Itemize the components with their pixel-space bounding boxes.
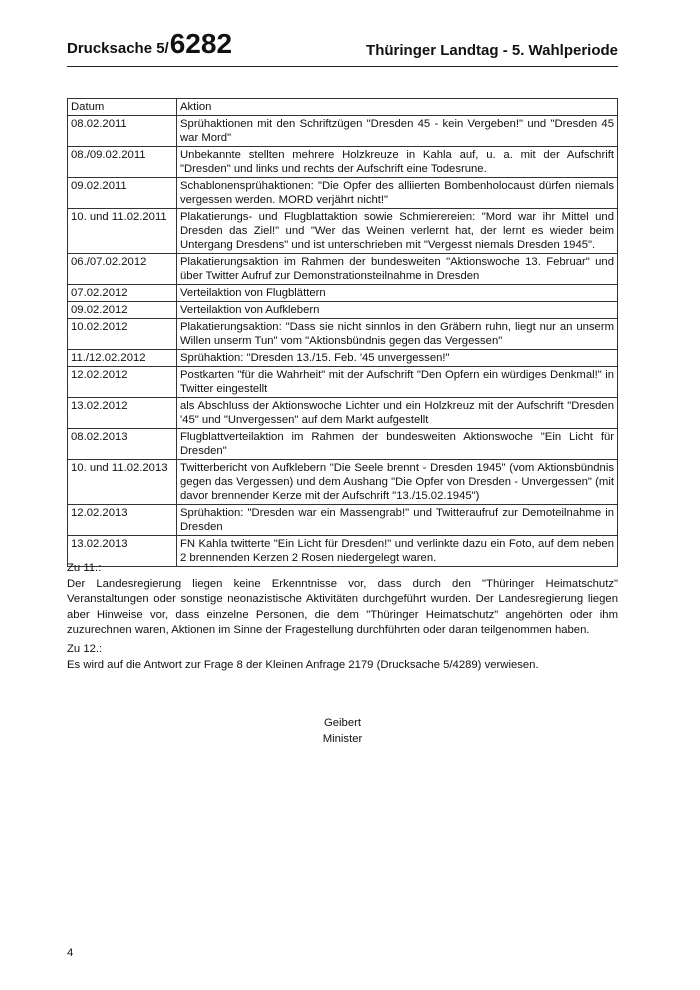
document-label: Drucksache 5/ bbox=[67, 40, 169, 57]
table-row bbox=[68, 147, 618, 178]
date-cell: 06./07.02.2012 bbox=[68, 254, 177, 285]
action-cell: Postkarten "für die Wahrheit" mit der Aufschrift "Den Opfern ein würdiges Denkmal!" in Twitter eingestellt bbox=[177, 367, 618, 398]
column-header-date: Datum bbox=[68, 99, 177, 116]
table-row bbox=[68, 505, 618, 536]
date-cell: 13.02.2013 bbox=[68, 536, 177, 567]
date-cell: 08./09.02.2011 bbox=[68, 147, 177, 178]
answer-11-text: Der Landesregierung liegen keine Erkenntnisse vor, dass durch den "Thüringer Heimatschutz" Veranstaltungen oder sonstige neonazistische Aktivitäten durchgeführt wurden. Der Landesregierung liegen aber Hinweise vor, dass einzelne Personen, die dem "Thüringer Heimatschutz" angehörten oder ihm zuzurechnen waren, Aktionen im Sinne der Fragestellung durchführten oder daran teilgenommen haben. bbox=[67, 577, 618, 636]
date-cell: 12.02.2012 bbox=[68, 367, 177, 398]
action-cell: Sprühaktionen mit den Schriftzügen "Dresden 45 - kein Vergeben!" und "Dresden 45 war Mord" bbox=[177, 116, 618, 147]
date-cell: 12.02.2013 bbox=[68, 505, 177, 536]
table-row bbox=[68, 367, 618, 398]
answer-12-text: Es wird auf die Antwort zur Frage 8 der Kleinen Anfrage 2179 (Drucksache 5/4289) verwiesen. bbox=[67, 658, 539, 671]
date-cell: 08.02.2013 bbox=[68, 429, 177, 460]
action-cell: Flugblattverteilaktion im Rahmen der bundesweiten Aktionswoche "Ein Licht für Dresden" bbox=[177, 429, 618, 460]
date-cell: 11./12.02.2012 bbox=[68, 350, 177, 367]
table-header-row bbox=[68, 99, 618, 116]
action-cell: Verteilaktion von Flugblättern bbox=[177, 285, 618, 302]
action-cell: Verteilaktion von Aufklebern bbox=[177, 302, 618, 319]
action-cell: Plakatierungsaktion im Rahmen der bundesweiten "Aktionswoche 13. Februar" und über Twitter Aufruf zur Demonstrationsteilnahme in Dresden bbox=[177, 254, 618, 285]
action-cell: Twitterbericht von Aufklebern "Die Seele brennt - Dresden 1945" (vom Aktionsbündnis gegen das Vergessen) und dem Aushang "Die Opfer von Dresden - Unvergessen" (mit davor brennender Kerze mit der Aufschrift "13./15.02.1945") bbox=[177, 460, 618, 505]
table-row bbox=[68, 116, 618, 147]
date-cell: 13.02.2012 bbox=[68, 398, 177, 429]
answer-12 bbox=[67, 642, 618, 673]
date-cell: 09.02.2011 bbox=[68, 178, 177, 209]
table-row bbox=[68, 429, 618, 460]
date-cell: 10.02.2012 bbox=[68, 319, 177, 350]
page-number: 4 bbox=[67, 947, 74, 959]
date-cell: 10. und 11.02.2011 bbox=[68, 209, 177, 254]
header-rule bbox=[67, 66, 618, 67]
parliament-title: Thüringer Landtag - 5. Wahlperiode bbox=[366, 42, 618, 59]
table-row bbox=[68, 460, 618, 505]
table-row bbox=[68, 302, 618, 319]
table-row bbox=[68, 350, 618, 367]
date-cell: 07.02.2012 bbox=[68, 285, 177, 302]
date-cell: 08.02.2011 bbox=[68, 116, 177, 147]
answer-12-heading: Zu 12.: bbox=[67, 643, 103, 655]
column-header-action: Aktion bbox=[177, 99, 618, 116]
date-cell: 10. und 11.02.2013 bbox=[68, 460, 177, 505]
action-cell: als Abschluss der Aktionswoche Lichter und ein Holzkreuz mit der Aufschrift "Dresden '45" und "Unvergessen" auf dem Markt aufgestellt bbox=[177, 398, 618, 429]
action-cell: Schablonensprühaktionen: "Die Opfer des alliierten Bombenholocaust dürfen niemals vergessen werden. MORD verjährt nicht!" bbox=[177, 178, 618, 209]
action-cell: Sprühaktion: "Dresden 13./15. Feb. '45 unvergessen!" bbox=[177, 350, 618, 367]
action-cell: FN Kahla twitterte "Ein Licht für Dresden!" und verlinkte dazu ein Foto, auf dem neben 2 brennenden Kerzen 2 Rosen niedergelegt waren. bbox=[177, 536, 618, 567]
action-cell: Plakatierungsaktion: "Dass sie nicht sinnlos in den Gräbern ruhn, liegt nur an unserm Willen unserm Tun" vom "Aktionsbündnis gegen das Vergessen" bbox=[177, 319, 618, 350]
action-cell: Sprühaktion: "Dresden war ein Massengrab!" und Twitteraufruf zur Demoteilnahme in Dresden bbox=[177, 505, 618, 536]
signature-block bbox=[67, 716, 618, 747]
signatory-name: Geibert bbox=[323, 717, 362, 729]
date-cell: 09.02.2012 bbox=[68, 302, 177, 319]
document-reference bbox=[67, 30, 232, 58]
table-row bbox=[68, 285, 618, 302]
action-cell: Unbekannte stellten mehrere Holzkreuze in Kahla auf, u. a. mit der Aufschrift "Dresden" und links und rechts der Aufschrift eine Todesrune. bbox=[177, 147, 618, 178]
table-row bbox=[68, 178, 618, 209]
answer-11-heading: Zu 11.: bbox=[67, 562, 102, 574]
action-cell: Plakatierungs- und Flugblattaktion sowie Schmierereien: "Mord war ihr Mittel und Dresden das Ziel!" und "Wer das Weinen verlernt hat, der lernt es wieder beim Untergang Dresdens" und ist unterschrieben mit "Vergesst niemals Dresden 1945". bbox=[177, 209, 618, 254]
table-row bbox=[68, 209, 618, 254]
page-header bbox=[67, 28, 618, 62]
table-row bbox=[68, 319, 618, 350]
actions-table bbox=[67, 98, 618, 567]
answer-11 bbox=[67, 561, 618, 639]
table-row bbox=[68, 254, 618, 285]
document-number: 6282 bbox=[169, 28, 233, 59]
table-row bbox=[68, 398, 618, 429]
signatory-title: Minister bbox=[322, 732, 363, 745]
